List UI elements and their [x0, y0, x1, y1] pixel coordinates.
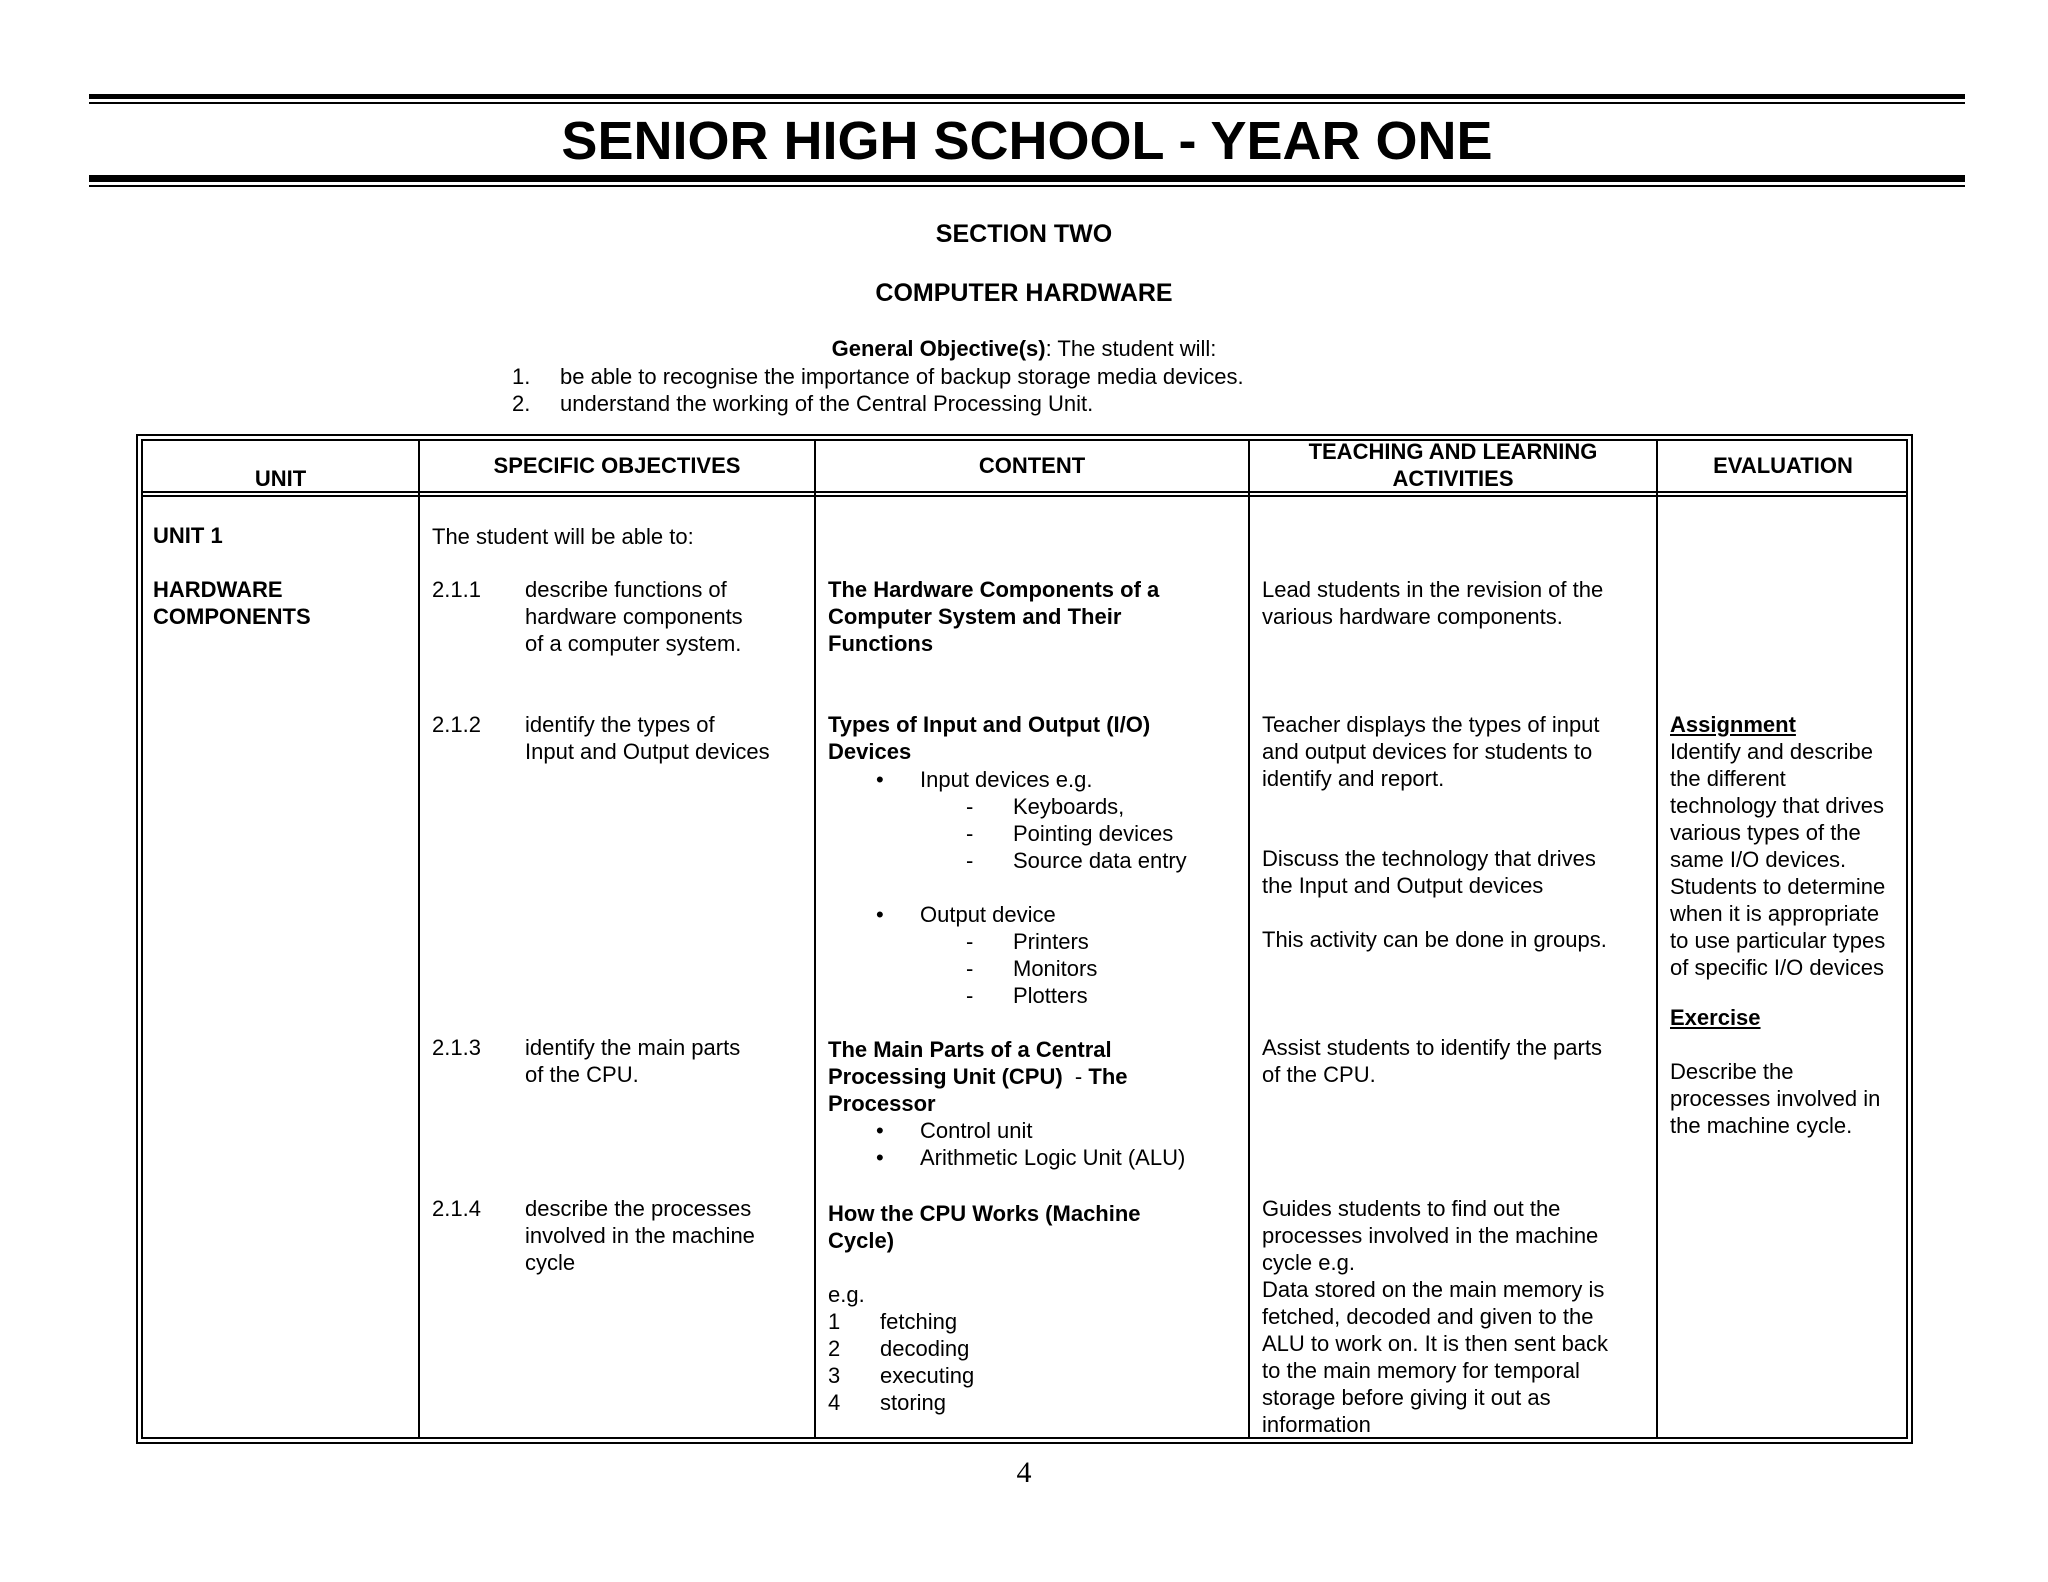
- bullet-icon: •: [876, 1118, 884, 1143]
- activity-text: Discuss the technology that drives the Input and Output devices: [1262, 846, 1596, 898]
- list-item: 1. be able to recognise the importance of backup storage media devices.: [512, 364, 1244, 389]
- content-heading: The Main Parts of a Central Processing Unit (CPU) - The Processor: [828, 1037, 1128, 1116]
- list-item: Printers: [1013, 929, 1089, 954]
- step-number: 3: [828, 1363, 841, 1388]
- page-number: 4: [1016, 1456, 1032, 1489]
- list-item: Plotters: [1013, 983, 1088, 1008]
- activity-text: This activity can be done in groups.: [1262, 927, 1607, 952]
- list-item: executing: [880, 1363, 975, 1388]
- column-divider: [418, 439, 420, 1439]
- objective-text: identify the types of Input and Output devices: [525, 712, 770, 764]
- objectives-intro: The student will be able to:: [432, 524, 694, 549]
- evaluation-exercise: Describe the processes involved in the machine cycle.: [1670, 1059, 1881, 1138]
- step-number: 2: [828, 1336, 841, 1361]
- dash-icon: -: [966, 848, 974, 873]
- column-divider: [1248, 439, 1250, 1439]
- activity-text: Guides students to find out the processes involved in the machine cycle e.g. Data stored on the main memory is fetched, decoded and given to the ALU to work on. It is then sent back to the main memory for temporal storage before giving it out as information: [1262, 1196, 1609, 1437]
- general-objective-intro: : The student will:: [1045, 336, 1217, 361]
- dash-icon: -: [966, 794, 974, 819]
- header-divider-double: [141, 495, 1908, 497]
- list-item: Output device: [920, 902, 1056, 927]
- exercise-label: Exercise: [1670, 1005, 1761, 1030]
- list-item: Source data entry: [1013, 848, 1187, 873]
- dash-icon: -: [966, 956, 974, 981]
- activity-text: Lead students in the revision of the various hardware components.: [1262, 577, 1604, 629]
- step-number: 4: [828, 1390, 841, 1415]
- objective-text: describe functions of hardware components of a computer system.: [525, 577, 743, 656]
- title-rule-bottom-thin: [89, 185, 1965, 187]
- objective-text: describe the processes involved in the machine cycle: [525, 1196, 755, 1275]
- header-content: CONTENT: [978, 453, 1086, 478]
- list-item: Keyboards,: [1013, 794, 1125, 819]
- title-rule-top: [89, 94, 1965, 99]
- title-rule-top-thin: [89, 102, 1965, 104]
- dash-icon: -: [966, 929, 974, 954]
- bullet-icon: •: [876, 1145, 884, 1170]
- dash-icon: -: [966, 983, 974, 1008]
- step-number: 1: [828, 1309, 841, 1334]
- unit-number: UNIT 1: [153, 523, 223, 548]
- list-item: storing: [880, 1390, 947, 1415]
- page-title: SENIOR HIGH SCHOOL - YEAR ONE: [561, 111, 1493, 171]
- header-evaluation: EVALUATION: [1713, 453, 1853, 478]
- content-heading: The Hardware Components of a Computer System and Their Functions: [828, 577, 1160, 656]
- content-heading: How the CPU Works (Machine Cycle): [828, 1201, 1141, 1253]
- section-heading: SECTION TWO: [935, 220, 1113, 248]
- bullet-icon: •: [876, 902, 884, 927]
- evaluation-assignment: Assignment Identify and describe the different technology that drives various types of the same I/O devices. Students to determine when it is appropriate to use particular types of specific I/O devices: [1670, 711, 1905, 981]
- list-item: Input devices e.g.: [920, 767, 1093, 792]
- assignment-label: Assignment: [1670, 712, 1796, 737]
- list-item: fetching: [880, 1309, 958, 1334]
- column-divider: [814, 439, 816, 1439]
- objective-number: 2.1.1: [432, 577, 481, 602]
- list-item: 2. understand the working of the Central Processing Unit.: [512, 391, 1094, 416]
- objective-text: identify the main parts of the CPU.: [525, 1035, 741, 1087]
- list-item: Control unit: [920, 1118, 1033, 1143]
- list-item: Arithmetic Logic Unit (ALU): [920, 1145, 1186, 1170]
- content-heading: Types of Input and Output (I/O) Devices: [828, 712, 1151, 764]
- general-objective-label: General Objective(s): [831, 336, 1046, 361]
- objective-number: 2.1.4: [432, 1196, 481, 1221]
- list-item: decoding: [880, 1336, 970, 1361]
- title-rule-bottom: [89, 175, 1965, 182]
- header-activities: TEACHING AND LEARNING ACTIVITIES: [1308, 439, 1598, 491]
- objective-number: 2.1.2: [432, 712, 481, 737]
- example-label: e.g.: [828, 1282, 865, 1307]
- general-objective: [0, 336, 2048, 362]
- objective-number: 2.1.3: [432, 1035, 481, 1060]
- activity-text: Assist students to identify the parts of the CPU.: [1262, 1035, 1602, 1087]
- unit-name: HARDWARE COMPONENTS: [153, 577, 311, 629]
- header-specific-objectives: SPECIFIC OBJECTIVES: [493, 453, 741, 478]
- header-unit: UNIT: [254, 466, 307, 491]
- bullet-icon: •: [876, 767, 884, 792]
- list-item: Pointing devices: [1013, 821, 1174, 846]
- list-item: Monitors: [1013, 956, 1098, 981]
- column-divider: [1656, 439, 1658, 1439]
- activity-text: Teacher displays the types of input and output devices for students to identify and report.: [1262, 712, 1600, 791]
- dash-icon: -: [966, 821, 974, 846]
- general-objective-list: [512, 363, 1244, 417]
- topic-heading: COMPUTER HARDWARE: [875, 279, 1173, 307]
